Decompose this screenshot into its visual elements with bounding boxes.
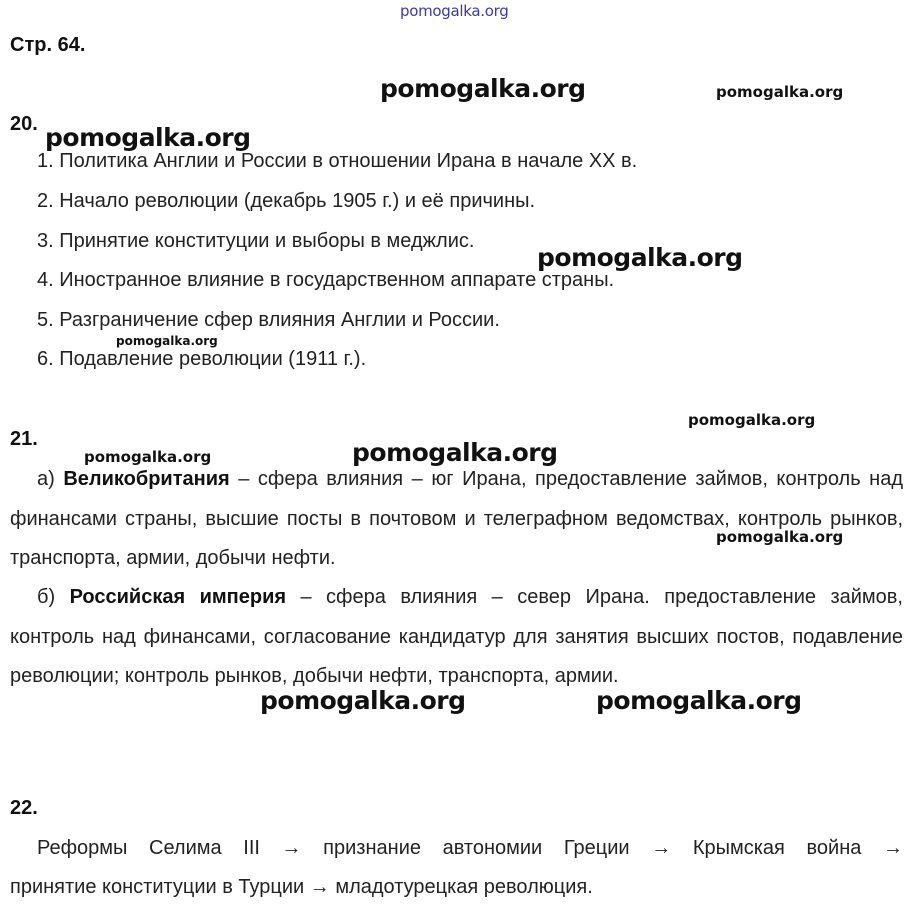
- watermark: pomogalka.org: [45, 123, 251, 152]
- list-item: 3. Принятие конституции и выборы в меджлис.: [37, 230, 475, 252]
- watermark: pomogalka.org: [716, 528, 844, 546]
- watermark-top: pomogalka.org: [400, 2, 509, 20]
- paragraph-b-text: – сфера влияния – север Ирана. предоставление займов, контроль над финансами, согласование кандидатур для занятия высших постов, подавление революции; контроль рынков, добычи нефти, транспорта, армии.: [10, 586, 903, 687]
- watermark: pomogalka.org: [380, 74, 586, 103]
- page-reference: Стр. 64.: [10, 34, 86, 56]
- paragraph-b: [10, 578, 903, 697]
- list-item: 4. Иностранное влияние в государственном аппарате страны.: [37, 269, 615, 291]
- paragraph-a-prefix: а): [37, 468, 64, 490]
- paragraph-a: [10, 460, 903, 579]
- watermark: pomogalka.org: [352, 438, 558, 467]
- list-item: 5. Разграничение сфер влияния Англии и России.: [37, 309, 500, 331]
- list-item: 6. Подавление революции (1911 г.).: [37, 348, 367, 370]
- sequence-line-2: принятие конституции в Турции → младотурецкая революция.: [10, 876, 593, 898]
- watermark: pomogalka.org: [84, 448, 212, 466]
- paragraph-b-bold: Российская империя: [69, 586, 287, 608]
- paragraph-a-text: – сфера влияния – юг Ирана, предоставление займов, контроль над финансами страны, высшие посты в почтовом и телеграфном ведомствах, контроль рынков, транспорта, армии, добычи нефти.: [10, 468, 903, 569]
- watermark: pomogalka.org: [716, 83, 844, 101]
- list-item: 2. Начало революции (декабрь 1905 г.) и её причины.: [37, 190, 536, 212]
- sequence: [10, 829, 903, 907]
- list-item: 1. Политика Англии и России в отношении Ирана в начале XX в.: [37, 150, 638, 172]
- paragraph-b-prefix: б): [37, 586, 70, 608]
- paragraph-a-bold: Великобритания: [63, 468, 230, 490]
- watermark: pomogalka.org: [260, 686, 466, 715]
- task-number-21: 21.: [10, 428, 38, 450]
- task-number-22: 22.: [10, 797, 38, 819]
- watermark: pomogalka.org: [537, 243, 743, 272]
- sequence-line-1: Реформы Селима III → признание автономии Греции → Крымская война →: [37, 837, 903, 859]
- task-number-20: 20.: [10, 113, 38, 135]
- watermark: pomogalka.org: [116, 334, 218, 348]
- watermark: pomogalka.org: [596, 686, 802, 715]
- watermark: pomogalka.org: [688, 411, 816, 429]
